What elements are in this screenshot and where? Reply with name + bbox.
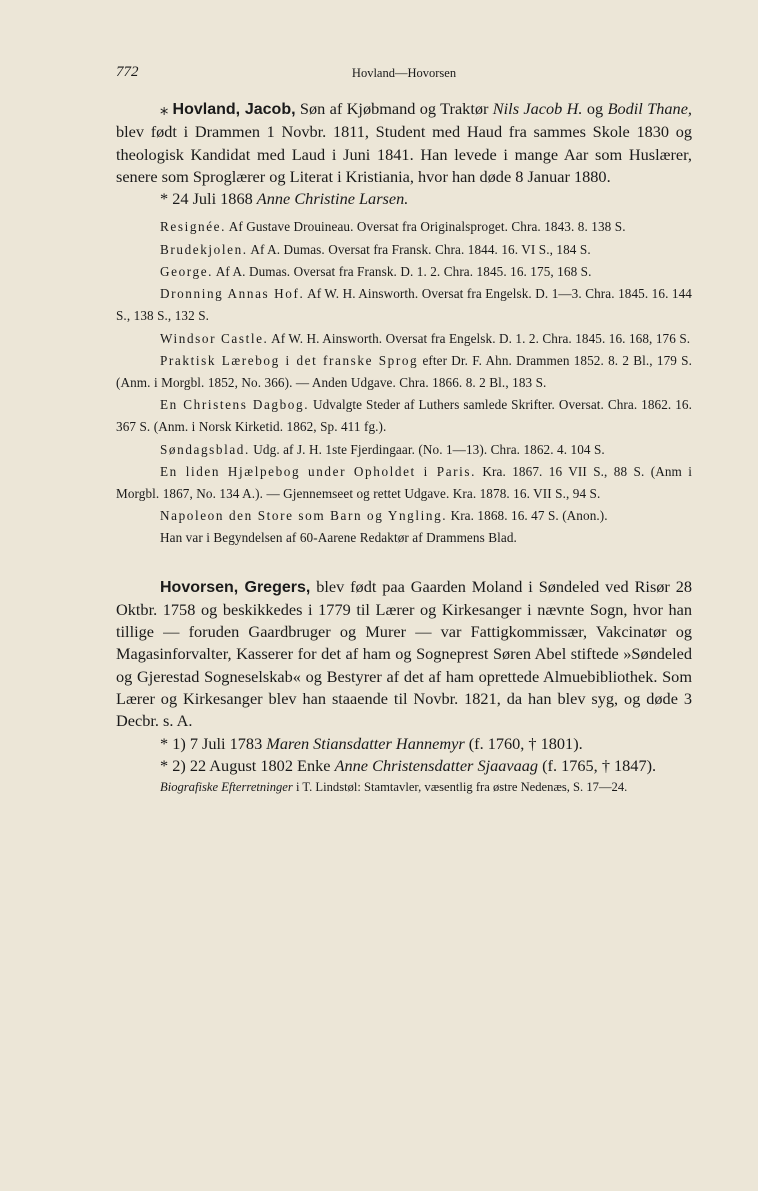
bibliography-item [116, 350, 692, 394]
bibliography-item [116, 328, 692, 350]
bibliography-details: Af W. H. Ainsworth. Oversat fra Engelsk. D. 1—3. Chra. 1845. 16. 144 S., 138 S., 132 S. [116, 286, 692, 324]
bibliography-details: Af Gustave Drouineau. Oversat fra Originalsproget. Chra. 1843. 8. 138 S. [226, 219, 626, 235]
bibliography-title: Resignée. [160, 219, 227, 235]
bibliography-item [116, 394, 692, 438]
spouse-2-name: Anne Christensdatter Sjaavaag [334, 755, 539, 775]
page-body [116, 98, 692, 797]
spouse-1-name: Maren Stiansdatter Hannemyr [266, 733, 465, 753]
bibliography-item [116, 461, 692, 505]
bibliography-item [116, 439, 692, 461]
bibliography-details: Kra. 1867. 16 VII S., 88 S. (Anm i Morgbl. 1867, No. 134 A.). — Gjennemseet og rettet Udgave. Kra. 1878. 16. VII S., 94 S. [116, 463, 693, 501]
bibliography-details: Af A. Dumas. Oversat fra Fransk. Chra. 1844. 16. VI S., 184 S. [247, 241, 591, 257]
bibliography-title: Napoleon den Store som Barn og Yngling. [160, 508, 448, 524]
bibliography-details: Udg. af J. H. 1ste Fjerdingaar. (No. 1—13). Chra. 1862. 4. 104 S. [249, 441, 605, 457]
entry-marker: ⁎ [160, 99, 169, 118]
entry-hovorsen [116, 576, 692, 798]
bibliography-item [116, 283, 692, 327]
bibliography-details: efter Dr. F. Ahn. Drammen 1852. 8. 2 Bl., 179 S. (Anm. i Morgbl. 1852, No. 366). — Anden Udgave. Chra. 1866. 8. 2 Bl., 183 S. [116, 352, 692, 390]
spouse-name: Anne Christine Larsen. [256, 189, 409, 209]
bibliography-details: Af A. Dumas. Oversat fra Fransk. D. 1. 2. Chra. 1845. 16. 175, 168 S. [213, 263, 592, 279]
bibliography-title: Dronning Annas Hof. [160, 286, 305, 302]
marriage-2: * 2) 22 August 1802 Enke Anne Christensdatter Sjaavaag (f. 1765, † 1847). [160, 755, 657, 775]
marriage-1: * 1) 7 Juli 1783 Maren Stiansdatter Hannemyr (f. 1760, † 1801). [160, 733, 583, 753]
father-name: Nils Jacob H. [492, 99, 583, 118]
bibliography-details: Kra. 1868. 16. 47 S. (Anon.). [447, 508, 608, 524]
entry-hovland-bio: ⁎ Hovland, Jacob, Søn af Kjøbmand og Traktør Nils Jacob H. og Bodil Thane, blev født i Drammen 1 Novbr. 1811, Student med Haud fra sammes Skole 1830 og theologisk Kandidat med Laud i Juni 1841. Han levede i mange Aar som Huslærer, senere som Sproglærer og Literat i Kristiania, hvor han døde 8 Januar 1880. [116, 99, 692, 186]
bibliography-item [116, 505, 692, 527]
entry-hovland [116, 98, 692, 550]
bibliography-title: Praktisk Lærebog i det franske Sprog [160, 352, 419, 368]
bibliography-item [116, 239, 692, 261]
source-note: Biografiske Efterretninger i T. Lindstøl: Stamtavler, væsentlig fra østre Nedenæs, S. 17—24. [160, 780, 628, 795]
bibliography-details: Han var i Begyndelsen af 60-Aarene Redaktør af Drammens Blad. [160, 530, 517, 546]
bibliography-title: En Christens Dagbog. [160, 397, 310, 413]
running-title: Hovland—Hovorsen [351, 66, 457, 80]
bibliography-title: Windsor Castle. [160, 330, 269, 346]
mother-name: Bodil Thane, [607, 99, 692, 118]
source-title: Biografiske Efterretninger [160, 780, 293, 795]
page-number: 772 [116, 64, 139, 80]
bibliography-title: George. [160, 263, 214, 279]
bibliography-item [116, 527, 692, 549]
bibliography-title: Brudekjolen. [160, 241, 248, 257]
page-header [116, 64, 692, 86]
bibliography-item [116, 216, 692, 238]
bibliography-details: Udvalgte Steder af Luthers samlede Skrifter. Oversat. Chra. 1862. 16. 367 S. (Anm. i Norsk Kirketid. 1862, Sp. 411 fg.). [116, 397, 692, 435]
bibliography-details: Af W. H. Ainsworth. Oversat fra Engelsk. D. 1. 2. Chra. 1845. 16. 168, 176 S. [268, 330, 691, 346]
bibliography-title: En liden Hjælpebog under Opholdet i Paris. [160, 463, 477, 479]
bibliography-item [116, 261, 692, 283]
marriage-line: * 24 Juli 1868 Anne Christine Larsen. [160, 189, 409, 209]
bibliography [116, 216, 692, 549]
bibliography-title: Søndagsblad. [160, 441, 250, 457]
entry-hovorsen-bio: Hovorsen, Gregers, blev født paa Gaarden Moland i Søndeled ved Risør 28 Oktbr. 1758 og beskikkedes i 1779 til Lærer og Kirkesanger i nævnte Sogn, hvor han tillige — foruden Gaardbruger og Murer — var Fattigkommissær, Vakcinatør og Magasinforvalter, Kasserer for det af ham og Sogneprest Søren Abel stiftede »Søndeled og Gjerestad Sogneselskab« og Bestyrer af det af ham oprettede Almuebibliothek. Som Lærer og Kirkesanger blev han staaende til Novbr. 1821, da han blev syg, og døde 3 Decbr. s. A. [116, 576, 693, 731]
headword-hovland: Hovland, Jacob, [172, 101, 296, 118]
headword-hovorsen: Hovorsen, Gregers, [160, 578, 311, 596]
